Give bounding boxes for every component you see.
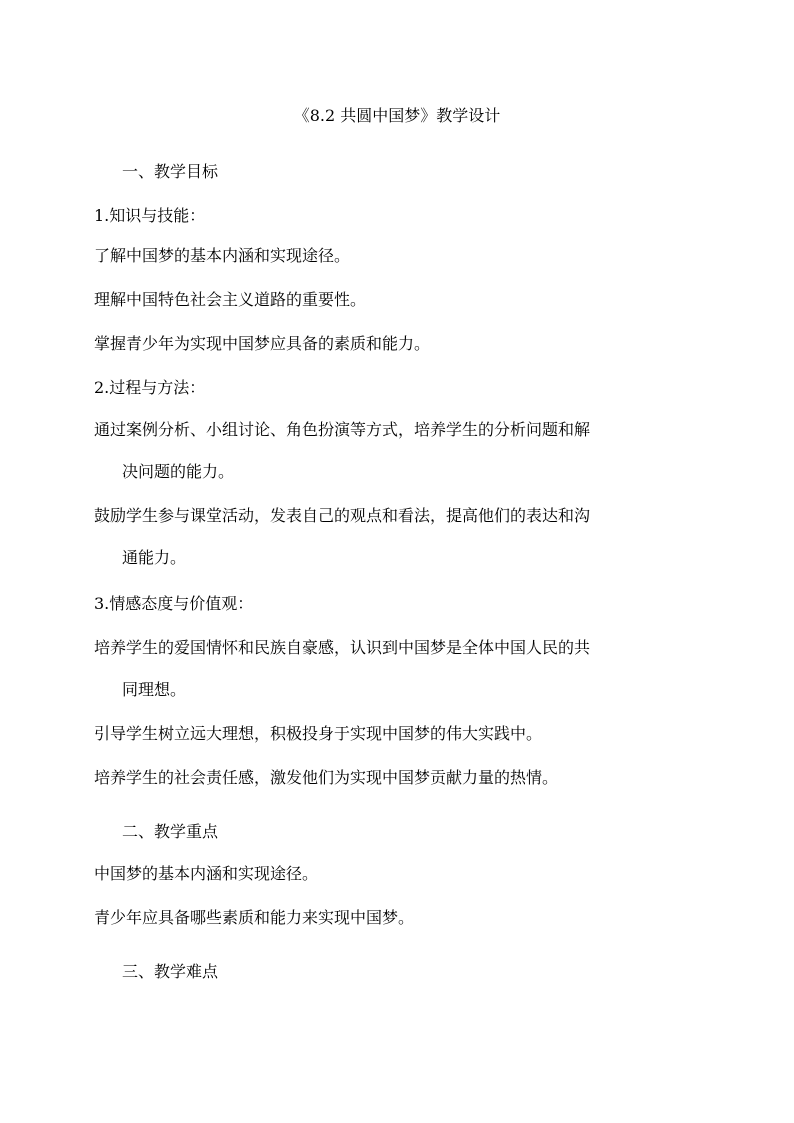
paragraph: 通过案例分析、小组讨论、角色扮演等方式，培养学生的分析问题和解 bbox=[94, 420, 591, 439]
section-heading-difficulties: 三、教学难点 bbox=[122, 962, 219, 981]
paragraph: 理解中国特色社会主义道路的重要性。 bbox=[94, 290, 367, 309]
paragraph: 青少年应具备哪些素质和能力来实现中国梦。 bbox=[94, 908, 415, 927]
paragraph: 掌握青少年为实现中国梦应具备的素质和能力。 bbox=[94, 334, 431, 353]
subheading-attitudes-values: 3.情感态度与价值观： bbox=[94, 594, 254, 613]
subheading-knowledge-skills: 1.知识与技能： bbox=[94, 206, 206, 225]
section-heading-key-points: 二、教学重点 bbox=[122, 822, 219, 841]
paragraph: 培养学生的爱国情怀和民族自豪感，认识到中国梦是全体中国人民的共 bbox=[94, 638, 591, 657]
paragraph-continuation: 同理想。 bbox=[122, 680, 187, 699]
document-title: 《8.2 共圆中国梦》教学设计 bbox=[293, 106, 501, 125]
paragraph: 引导学生树立远大理想，积极投身于实现中国梦的伟大实践中。 bbox=[94, 724, 543, 743]
paragraph: 了解中国梦的基本内涵和实现途径。 bbox=[94, 246, 351, 265]
paragraph-continuation: 决问题的能力。 bbox=[122, 462, 235, 481]
section-heading-objectives: 一、教学目标 bbox=[122, 162, 219, 181]
paragraph: 中国梦的基本内涵和实现途径。 bbox=[94, 864, 319, 883]
paragraph: 培养学生的社会责任感，激发他们为实现中国梦贡献力量的热情。 bbox=[94, 768, 559, 787]
paragraph-continuation: 通能力。 bbox=[122, 548, 187, 567]
subheading-process-methods: 2.过程与方法： bbox=[94, 378, 206, 397]
paragraph: 鼓励学生参与课堂活动，发表自己的观点和看法，提高他们的表达和沟 bbox=[94, 506, 591, 525]
